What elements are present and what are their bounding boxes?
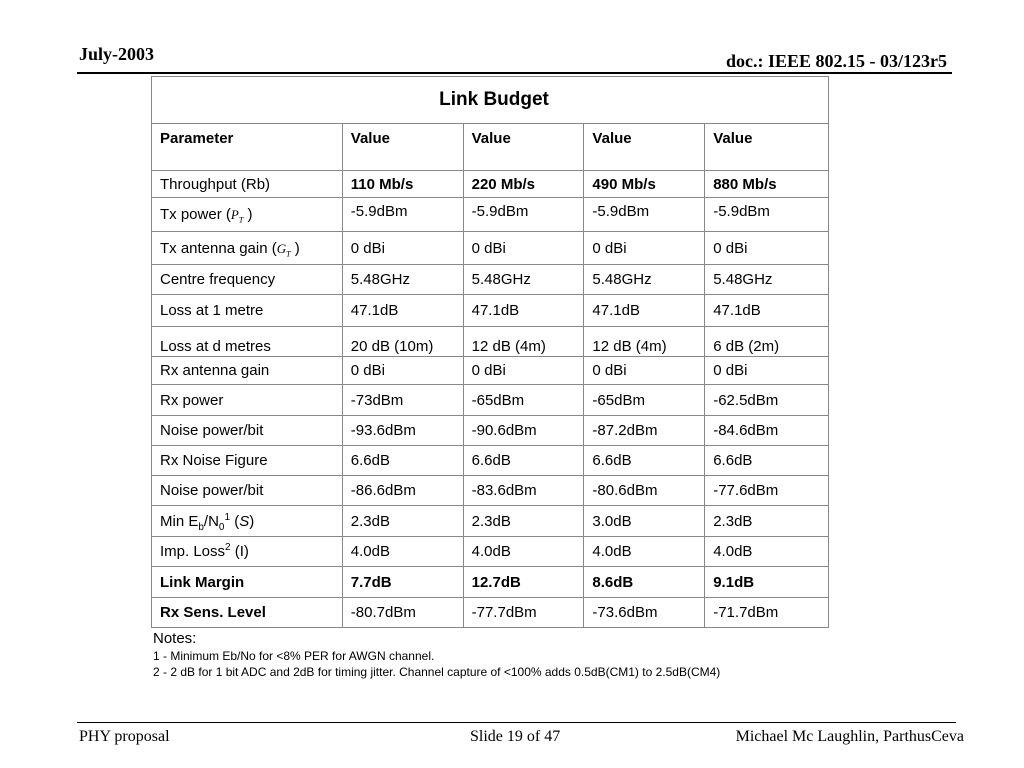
cell-value: -65dBm — [584, 385, 705, 416]
table-row-imp-loss — [152, 537, 829, 567]
cell-value: -86.6dBm — [342, 476, 463, 506]
cell-value: 6.6dB — [584, 446, 705, 476]
cell-value: 110 Mb/s — [342, 171, 463, 198]
cell-value: -87.2dBm — [584, 416, 705, 446]
cell-value: 20 dB (10m) — [342, 327, 463, 357]
table-row-rx-power — [152, 385, 829, 416]
row-label: Noise power/bit — [152, 476, 343, 506]
table-row-noise-power-bit-nf — [152, 476, 829, 506]
cell-value: 4.0dB — [584, 537, 705, 567]
row-label: Tx antenna gain ($G_T$ ) — [152, 232, 343, 265]
table-row-tx-power — [152, 198, 829, 232]
cell-value: 6.6dB — [463, 446, 584, 476]
table-title: Link Budget — [152, 77, 829, 124]
row-label: Rx antenna gain — [152, 357, 343, 385]
cell-value: 5.48GHz — [705, 265, 829, 295]
row-label: Loss at d metres — [152, 327, 343, 357]
column-header: Value — [463, 124, 584, 171]
table-row-min-ebn0 — [152, 506, 829, 537]
notes-heading: Notes: — [153, 630, 197, 647]
cell-value: -73.6dBm — [584, 598, 705, 628]
cell-value: -5.9dBm — [342, 198, 463, 232]
cell-value: 0 dBi — [463, 357, 584, 385]
cell-value: -80.6dBm — [584, 476, 705, 506]
table-row-loss-d-metres — [152, 327, 829, 357]
column-header: Parameter — [152, 124, 343, 171]
row-label: Throughput (Rb) — [152, 171, 343, 198]
cell-value: -84.6dBm — [705, 416, 829, 446]
table-header-row — [152, 124, 829, 171]
row-label: Tx power ($P_T$ ) — [152, 198, 343, 232]
row-label: Rx Sens. Level — [152, 598, 343, 628]
cell-value: 2.3dB — [342, 506, 463, 537]
table-title-row — [152, 77, 829, 124]
cell-value: 12.7dB — [463, 567, 584, 598]
cell-value: 0 dBi — [705, 232, 829, 265]
footer-left: PHY proposal — [79, 728, 170, 745]
cell-value: 2.3dB — [705, 506, 829, 537]
row-label: Loss at 1 metre — [152, 295, 343, 327]
cell-value: 5.48GHz — [463, 265, 584, 295]
cell-value: 0 dBi — [705, 357, 829, 385]
column-header: Value — [705, 124, 829, 171]
cell-value: 3.0dB — [584, 506, 705, 537]
header-doc-id: doc.: IEEE 802.15 - 03/123r5 — [725, 51, 947, 71]
table-row-rx-antenna-gain — [152, 357, 829, 385]
table-row-link-margin — [152, 567, 829, 598]
table-row-noise-power-bit — [152, 416, 829, 446]
cell-value: 0 dBi — [584, 357, 705, 385]
cell-value: 12 dB (4m) — [463, 327, 584, 357]
footer-author: Michael Mc Laughlin, ParthusCeva — [735, 728, 964, 745]
cell-value: 0 dBi — [342, 357, 463, 385]
cell-value: 220 Mb/s — [463, 171, 584, 198]
table-row-rx-noise-figure — [152, 446, 829, 476]
cell-value: -77.7dBm — [463, 598, 584, 628]
row-label: Rx power — [152, 385, 343, 416]
row-label: Centre frequency — [152, 265, 343, 295]
cell-value: 9.1dB — [705, 567, 829, 598]
cell-value: 4.0dB — [342, 537, 463, 567]
cell-value: -80.7dBm — [342, 598, 463, 628]
cell-value: 2.3dB — [463, 506, 584, 537]
table-row-loss-1m — [152, 295, 829, 327]
cell-value: 8.6dB — [584, 567, 705, 598]
cell-value: -62.5dBm — [705, 385, 829, 416]
cell-value: 7.7dB — [342, 567, 463, 598]
column-header: Value — [342, 124, 463, 171]
cell-value: 0 dBi — [463, 232, 584, 265]
symbol-gt: $G_T$ — [276, 240, 291, 259]
cell-value: 47.1dB — [463, 295, 584, 327]
cell-value: 6.6dB — [342, 446, 463, 476]
cell-value: -5.9dBm — [463, 198, 584, 232]
cell-value: -93.6dBm — [342, 416, 463, 446]
cell-value: 0 dBi — [342, 232, 463, 265]
row-label: Min $E_b/N_0^1$ (S) — [152, 506, 343, 537]
row-label: Noise power/bit — [152, 416, 343, 446]
cell-value: -65dBm — [463, 385, 584, 416]
note-2: 2 - 2 dB for 1 bit ADC and 2dB for timing jitter. Channel capture of <100% adds 0.5dB(CM1) to 2.5dB(CM4) — [153, 665, 721, 679]
cell-value: -5.9dBm — [705, 198, 829, 232]
table-row-tx-antenna-gain — [152, 232, 829, 265]
cell-value: 5.48GHz — [584, 265, 705, 295]
table-row-rx-sens-level — [152, 598, 829, 628]
cell-value: 47.1dB — [584, 295, 705, 327]
footer-slide-number: Slide 19 of 47 — [470, 728, 561, 745]
column-header: Value — [584, 124, 705, 171]
header-divider — [77, 72, 952, 74]
cell-value: -5.9dBm — [584, 198, 705, 232]
cell-value: 6.6dB — [705, 446, 829, 476]
link-budget-table — [151, 76, 829, 628]
cell-value: 880 Mb/s — [705, 171, 829, 198]
cell-value: 490 Mb/s — [584, 171, 705, 198]
note-1: 1 - Minimum Eb/No for <8% PER for AWGN channel. — [153, 649, 435, 663]
cell-value: 0 dBi — [584, 232, 705, 265]
cell-value: -83.6dBm — [463, 476, 584, 506]
symbol-pt: $P_T$ — [230, 207, 244, 225]
footer-divider — [77, 722, 956, 723]
row-label: Imp. Loss$^2$ (I) — [152, 537, 343, 567]
row-label: Rx Noise Figure — [152, 446, 343, 476]
cell-value: 12 dB (4m) — [584, 327, 705, 357]
table-row-centre-frequency — [152, 265, 829, 295]
cell-value: 47.1dB — [342, 295, 463, 327]
cell-value: -90.6dBm — [463, 416, 584, 446]
cell-value: 6 dB (2m) — [705, 327, 829, 357]
header-date: July-2003 — [79, 44, 155, 64]
cell-value: 47.1dB — [705, 295, 829, 327]
cell-value: 5.48GHz — [342, 265, 463, 295]
cell-value: -77.6dBm — [705, 476, 829, 506]
table-row-throughput — [152, 171, 829, 198]
row-label: Link Margin — [152, 567, 343, 598]
cell-value: 4.0dB — [463, 537, 584, 567]
cell-value: -73dBm — [342, 385, 463, 416]
cell-value: -71.7dBm — [705, 598, 829, 628]
cell-value: 4.0dB — [705, 537, 829, 567]
